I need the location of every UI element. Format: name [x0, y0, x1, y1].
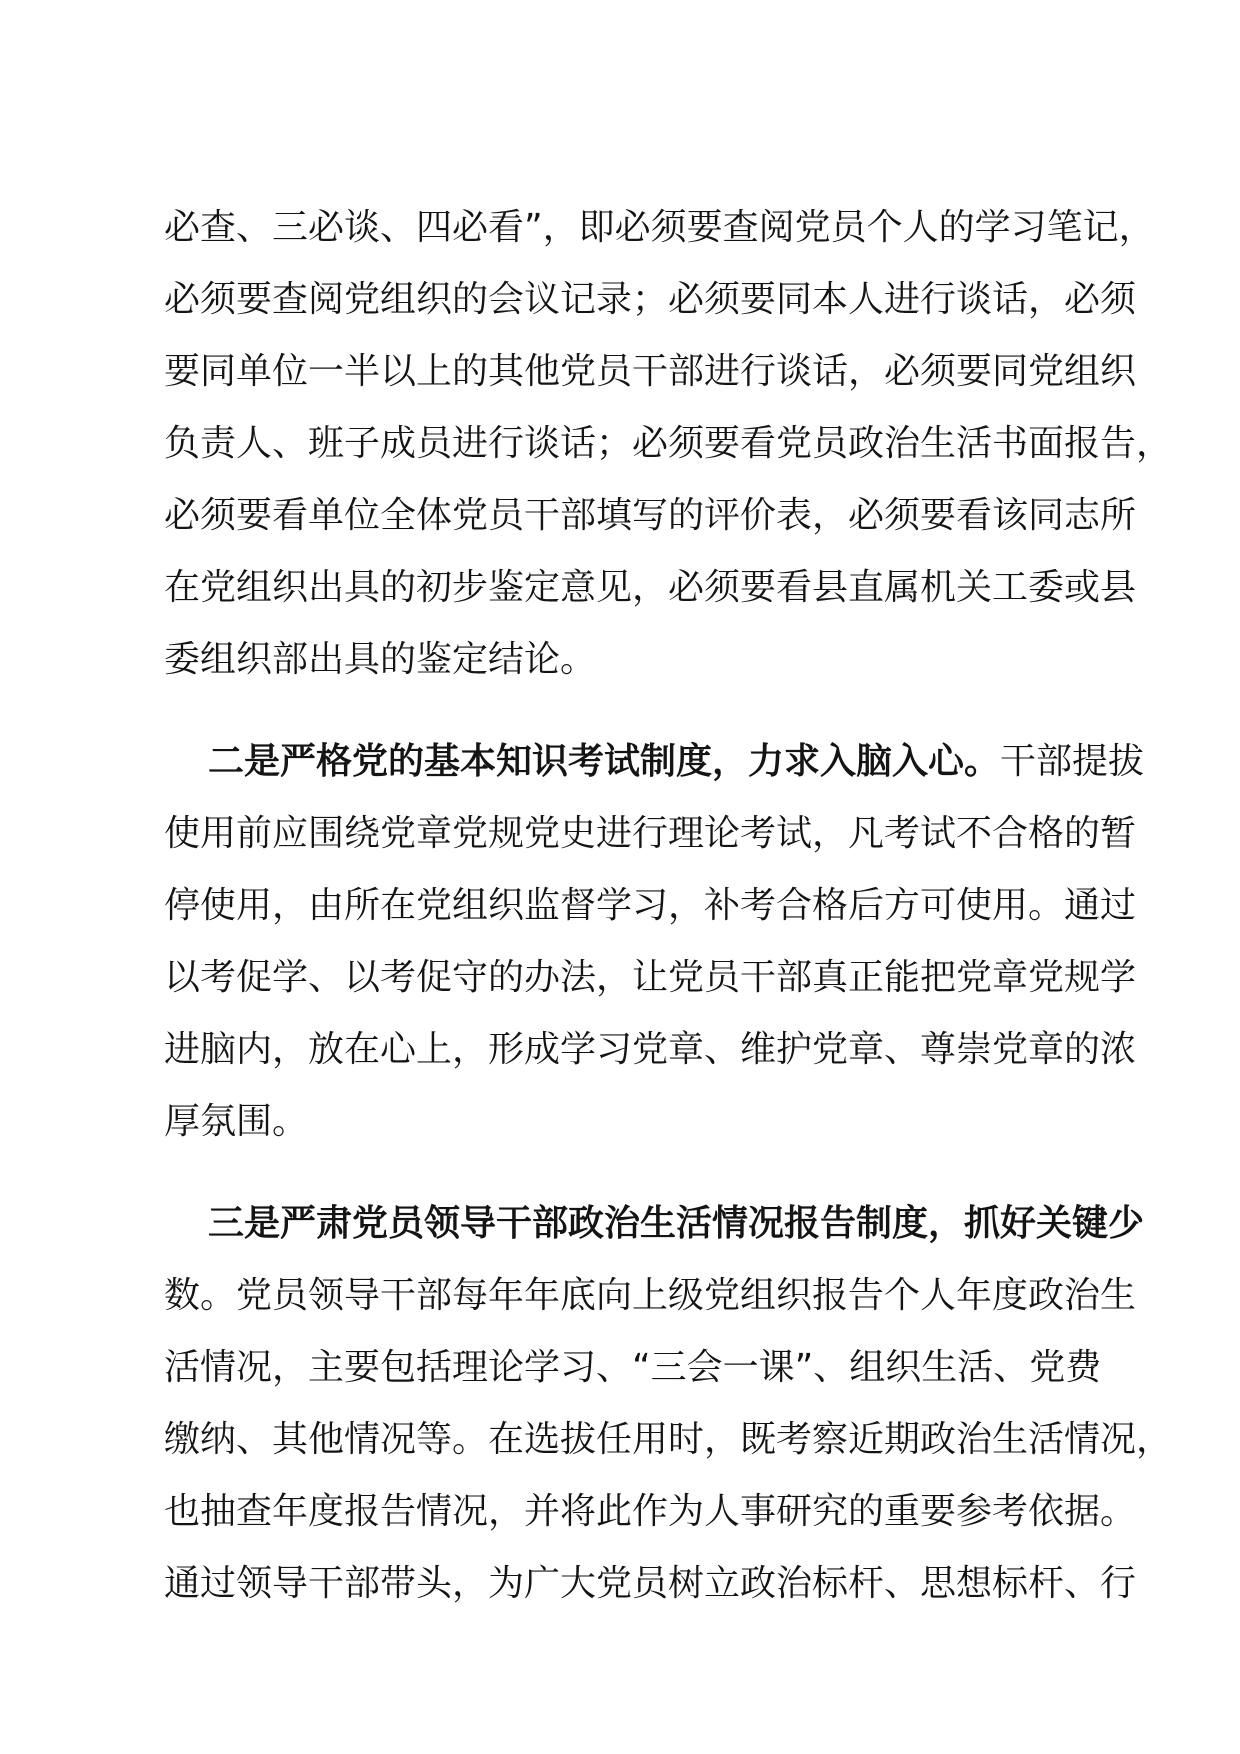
paragraph-continuation	[164, 192, 1173, 696]
text-line: 在党组织出具的初步鉴定意见，必须要看县直属机关工委或县	[164, 567, 1137, 608]
text-line: 数。党员领导干部每年年底向上级党组织报告个人年度政治生	[164, 1275, 1137, 1316]
text-line: 缴纳、其他情况等。在选拔任用时，既考察近期政治生活情况，	[164, 1419, 1173, 1460]
text-line: 停使用，由所在党组织监督学习，补考合格后方可使用。通过	[164, 885, 1137, 926]
text-line: 进脑内，放在心上，形成学习党章、维护党章、尊崇党章的浓	[164, 1029, 1137, 1070]
text-line: 负责人、班子成员进行谈话；必须要看党员政治生活书面报告，	[164, 423, 1173, 464]
document-body	[164, 192, 1173, 1620]
text-line: 厚氛围。	[164, 1101, 309, 1142]
text-line: 必查、三必谈、四必看”，即必须要查阅党员个人的学习笔记，	[164, 207, 1155, 248]
paragraph-heading: 二是严格党的基本知识考试制度，力求入脑入心。	[208, 741, 1001, 782]
text-run: 干部提拔	[1000, 741, 1145, 782]
text-line: 使用前应围绕党章党规党史进行理论考试，凡考试不合格的暂	[164, 813, 1137, 854]
text-line: 活情况，主要包括理论学习、“三会一课”、组织生活、党费	[164, 1347, 1102, 1388]
paragraph-spacer	[164, 696, 1094, 726]
text-line: 以考促学、以考促守的办法，让党员干部真正能把党章党规学	[164, 957, 1137, 998]
text-line-first	[164, 726, 1145, 798]
text-line: 必须要查阅党组织的会议记录；必须要同本人进行谈话，必须	[164, 279, 1137, 320]
paragraph-exam-system	[164, 726, 1145, 1158]
text-line-first	[164, 1188, 1145, 1260]
paragraph-heading: 三是严肃党员领导干部政治生活情况报告制度，抓好关键少	[208, 1203, 1145, 1244]
text-line: 委组织部出具的鉴定结论。	[164, 639, 597, 680]
text-line: 必须要看单位全体党员干部填写的评价表，必须要看该同志所	[164, 495, 1137, 536]
paragraph-spacer	[164, 1158, 1094, 1188]
text-line: 也抽查年度报告情况，并将此作为人事研究的重要参考依据。	[164, 1491, 1137, 1532]
paragraph-report-system	[164, 1188, 1173, 1620]
text-line: 通过领导干部带头，为广大党员树立政治标杆、思想标杆、行	[164, 1563, 1137, 1604]
text-line: 要同单位一半以上的其他党员干部进行谈话，必须要同党组织	[164, 351, 1137, 392]
